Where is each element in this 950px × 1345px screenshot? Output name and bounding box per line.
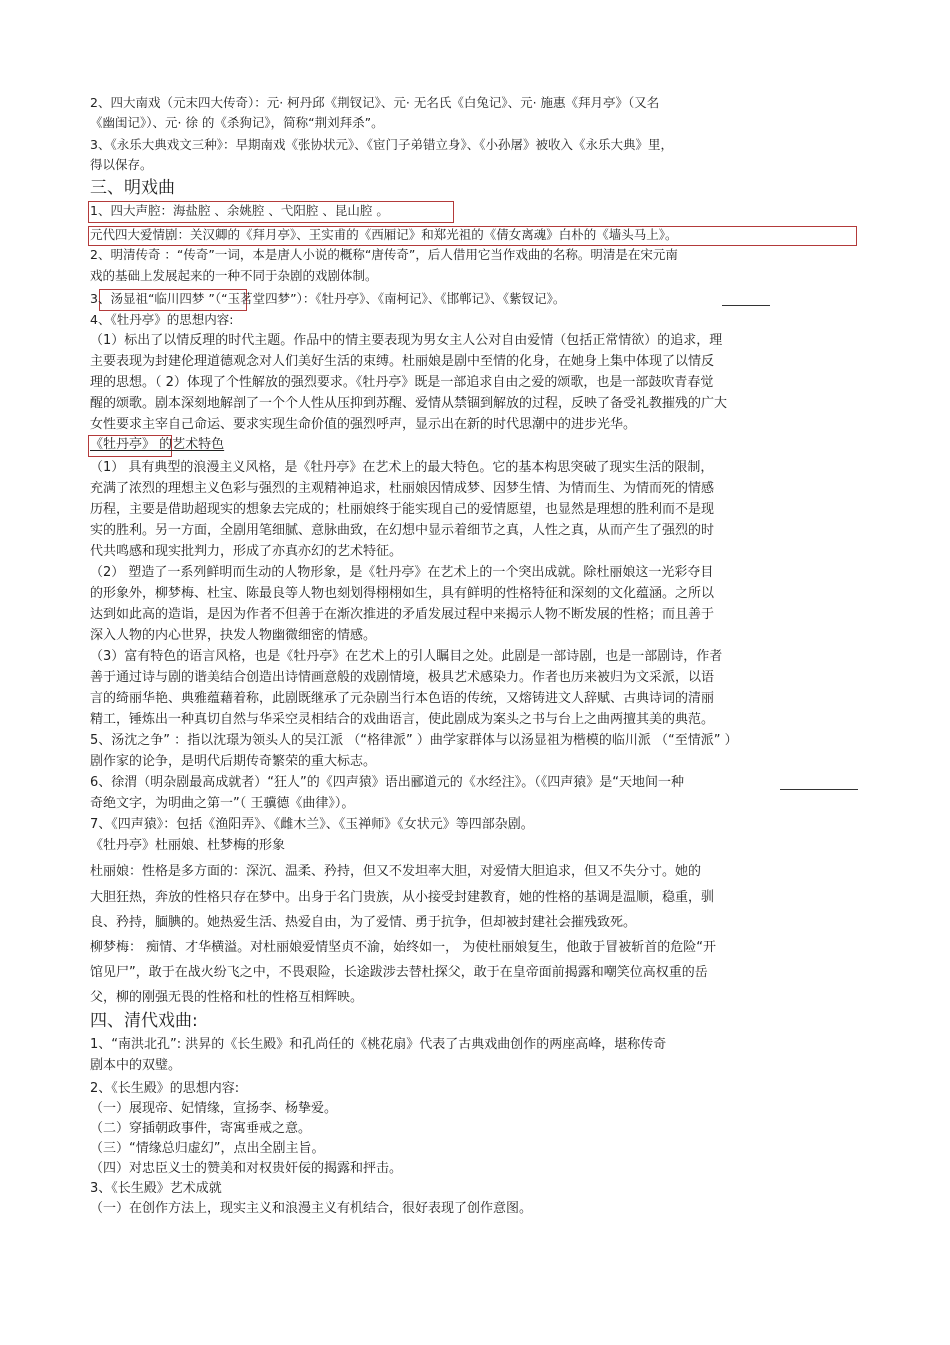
text-line: 实的胜利。另一方面，全剧用笔细腻、意脉曲致，在幻想中显示着细节之真，人性之真，从而产生了强烈的时 [90,523,715,538]
text-line: 5、汤沈之争” ：指以沈璟为领头人的吴江派 （“格律派” ）曲学家群体与以汤显祖为楷模的临川派 （“至情派” ） [90,733,738,748]
text-line: 2、明清传奇 ：“传奇”一词，本是唐人小说的概称“唐传奇”，后人借用它当作戏曲的名称。明清是在宋元南 [90,247,678,262]
text-line: 剧本中的双璧。 [90,1058,182,1073]
text-line: 代共鸣感和现实批判力，形成了亦真亦幻的艺术特征。 [90,544,403,559]
text-line: 7、《四声猿》：包括《渔阳弄》、《雌木兰》、《玉禅师》《女状元》等四部杂剧。 [90,817,534,832]
fill-blank-line [780,789,858,790]
text-line: （3）富有特色的语言风格，也是《牡丹亭》在艺术上的引人瞩目之处。此剧是一部诗剧，也是一部剧诗，作者 [90,649,723,664]
text-line: 柳梦梅： 痴情、才华横溢。对杜丽娘爱情坚贞不渝，始终如一， 为使杜丽娘复生，他敢于冒被斩首的危险“开 [90,940,717,955]
text-line: 大胆狂热，奔放的性格只存在梦中。出身于名门贵族，从小接受封建教育，她的性格的基调是温顺，稳重，驯 [90,890,715,905]
text-line: （三）“情缘总归虚幻”，点出全剧主旨。 [90,1141,325,1156]
text-line: 元代四大爱情剧：关汉卿的《拜月亭》、王实甫的《西厢记》和郑光祖的《倩女离魂》白朴的《墙头马上》。 [90,227,678,242]
fill-blank-line [722,305,770,306]
text-line: 杜丽娘：性格是多方面的：深沉、温柔、矜持，但又不发坦率大胆，对爱情大胆追求，但又不失分寸。她的 [90,864,702,879]
text-line: 3、汤显祖“临川四梦 ”（“玉茗堂四梦”）：《牡丹亭》、《南柯记》、《邯郸记》、《紫钗记》。 [90,291,566,306]
text-line: 3、《长生殿》艺术成就 [90,1181,222,1196]
text-line: 言的绮丽华艳、典雅蕴藉着称，此剧既继承了元杂剧当行本色语的传统，又熔铸进文人辞赋、古典诗词的清丽 [90,691,715,706]
text-line: 女性要求主宰自己命运、要求实现生命价值的强烈呼声，显示出在新的时代思潮中的进步光华。 [90,417,637,432]
text-line: 得以保存。 [90,157,153,172]
text-line: 《牡丹亭》杜丽娘、杜梦梅的形象 [90,838,286,853]
text-line: 理的思想。（ 2）体现了个性解放的强烈要求。《牡丹亭》既是一部追求自由之爱的颂歌，也是一部鼓吹青春觉 [90,375,714,390]
text-line: 奇绝文字，为明曲之第一”（ 王骥德《曲律》）。 [90,796,355,811]
text-line: 主要表现为封建伦理道德观念对人们美好生活的束缚。杜丽娘是剧中至情的化身，在她身上集中体现了以情反 [90,354,715,369]
text-line: 4、《牡丹亭》的思想内容: [90,312,234,327]
text-line: 剧作家的论争，是明代后期传奇繁荣的重大标志。 [90,754,377,769]
text-line: 醒的颂歌。剧本深刻地解剖了一个个人性从压抑到苏醒、爱情从禁锢到解放的过程，反映了备受礼教摧残的广大 [90,396,728,411]
text-line: 深入人物的内心世界，抉发人物幽微细密的情感。 [90,628,377,643]
text-line: （四）对忠臣义士的赞美和对权贵奸佞的揭露和抨击。 [90,1161,403,1176]
text-line: 父，柳的刚强无畏的性格和杜的性格互相辉映。 [90,990,364,1005]
text-line: 3、《永乐大典戏文三种》：早期南戏《张协状元》、《宦门子弟错立身》、《小孙屠》被收入《永乐大典》里， [90,137,673,152]
text-line: 馆见尸”，敢于在战火纷飞之中，不畏艰险，长途跋涉去替杜探父，敢于在皇帝面前揭露和嘲笑位高权重的岳 [90,965,708,980]
text-line: （二）穿插朝政事件，寄寓垂戒之意。 [90,1121,312,1136]
text-line: 戏的基础上发展起来的一种不同于杂剧的戏剧体制。 [90,268,378,283]
section-heading-qing: 四、清代戏曲: [90,1011,198,1031]
text-line: 1、“南洪北孔”: 洪昇的《长生殿》和孔尚任的《桃花扇》代表了古典戏曲创作的两座高峰，堪称传奇 [90,1037,667,1052]
text-line: （1）标出了以情反理的时代主题。作品中的情主要表现为男女主人公对自由爱情（包括正常情欲）的追求，理 [90,333,723,348]
text-line: 充满了浓烈的理想主义色彩与强烈的主观精神追求，杜丽娘因情成梦、因梦生情、为情而生、为情而死的情感 [90,481,715,496]
text-line: 的形象外，柳梦梅、杜宝、陈最良等人物也刻划得栩栩如生，具有鲜明的性格特征和深刻的文化蕴涵。之所以 [90,586,715,601]
text-line: 良、矜持，腼腆的。她热爱生活、热爱自由，为了爱情、勇于抗争，但却被封建社会摧残致死。 [90,915,637,930]
subheading-art-features: 《牡丹亭》 的艺术特色 [90,437,225,452]
text-line: 达到如此高的造诣，是因为作者不但善于在渐次推进的矛盾发展过程中来揭示人物不断发展的性格；而且善于 [90,607,715,622]
text-line: （1） 具有典型的浪漫主义风格，是《牡丹亭》在艺术上的最大特色。它的基本构思突破了现实生活的限制， [90,460,714,475]
section-heading-ming: 三、明戏曲 [90,178,175,198]
text-line: 1、四大声腔：海盐腔 、余姚腔 、弋阳腔 、昆山腔 。 [90,203,389,218]
text-line: 历程，主要是借助超现实的想象去完成的；杜丽娘终于能实现自己的爱情愿望，也显然是理想的胜利而不是现 [90,502,715,517]
text-line: （一）在创作方法上，现实主义和浪漫主义有机结合，很好表现了创作意图。 [90,1201,533,1216]
text-line: 精工，锤炼出一种真切自然与华采空灵相结合的戏曲语言，使此剧成为案头之书与台上之曲两擅其美的典范。 [90,712,715,727]
text-line: 2、《长生殿》的思想内容: [90,1081,240,1096]
text-line: 《幽闺记》）、元· 徐 的《杀狗记》，简称“荆刘拜杀”。 [90,115,384,130]
text-line: 2、四大南戏（元末四大传奇）：元· 柯丹邱《荆钗记》、元· 无名氏《白兔记》、元· 施惠《拜月亭》（又名 [90,95,660,110]
text-line: （一）展现帝、妃情缘，宣扬李、杨挚爱。 [90,1101,338,1116]
text-line: 善于通过诗与剧的谐美结合创造出诗情画意般的戏剧情境，极具艺术感染力。作者也历来被归为文采派，以语 [90,670,715,685]
text-line: （2） 塑造了一系列鲜明而生动的人物形象，是《牡丹亭》在艺术上的一个突出成就。除杜丽娘这一光彩夺目 [90,565,714,580]
text-line: 6、徐渭（明杂剧最高成就者）“狂人”的《四声猿》语出郦道元的《水经注》。（《四声猿》是“天地间一种 [90,775,684,790]
